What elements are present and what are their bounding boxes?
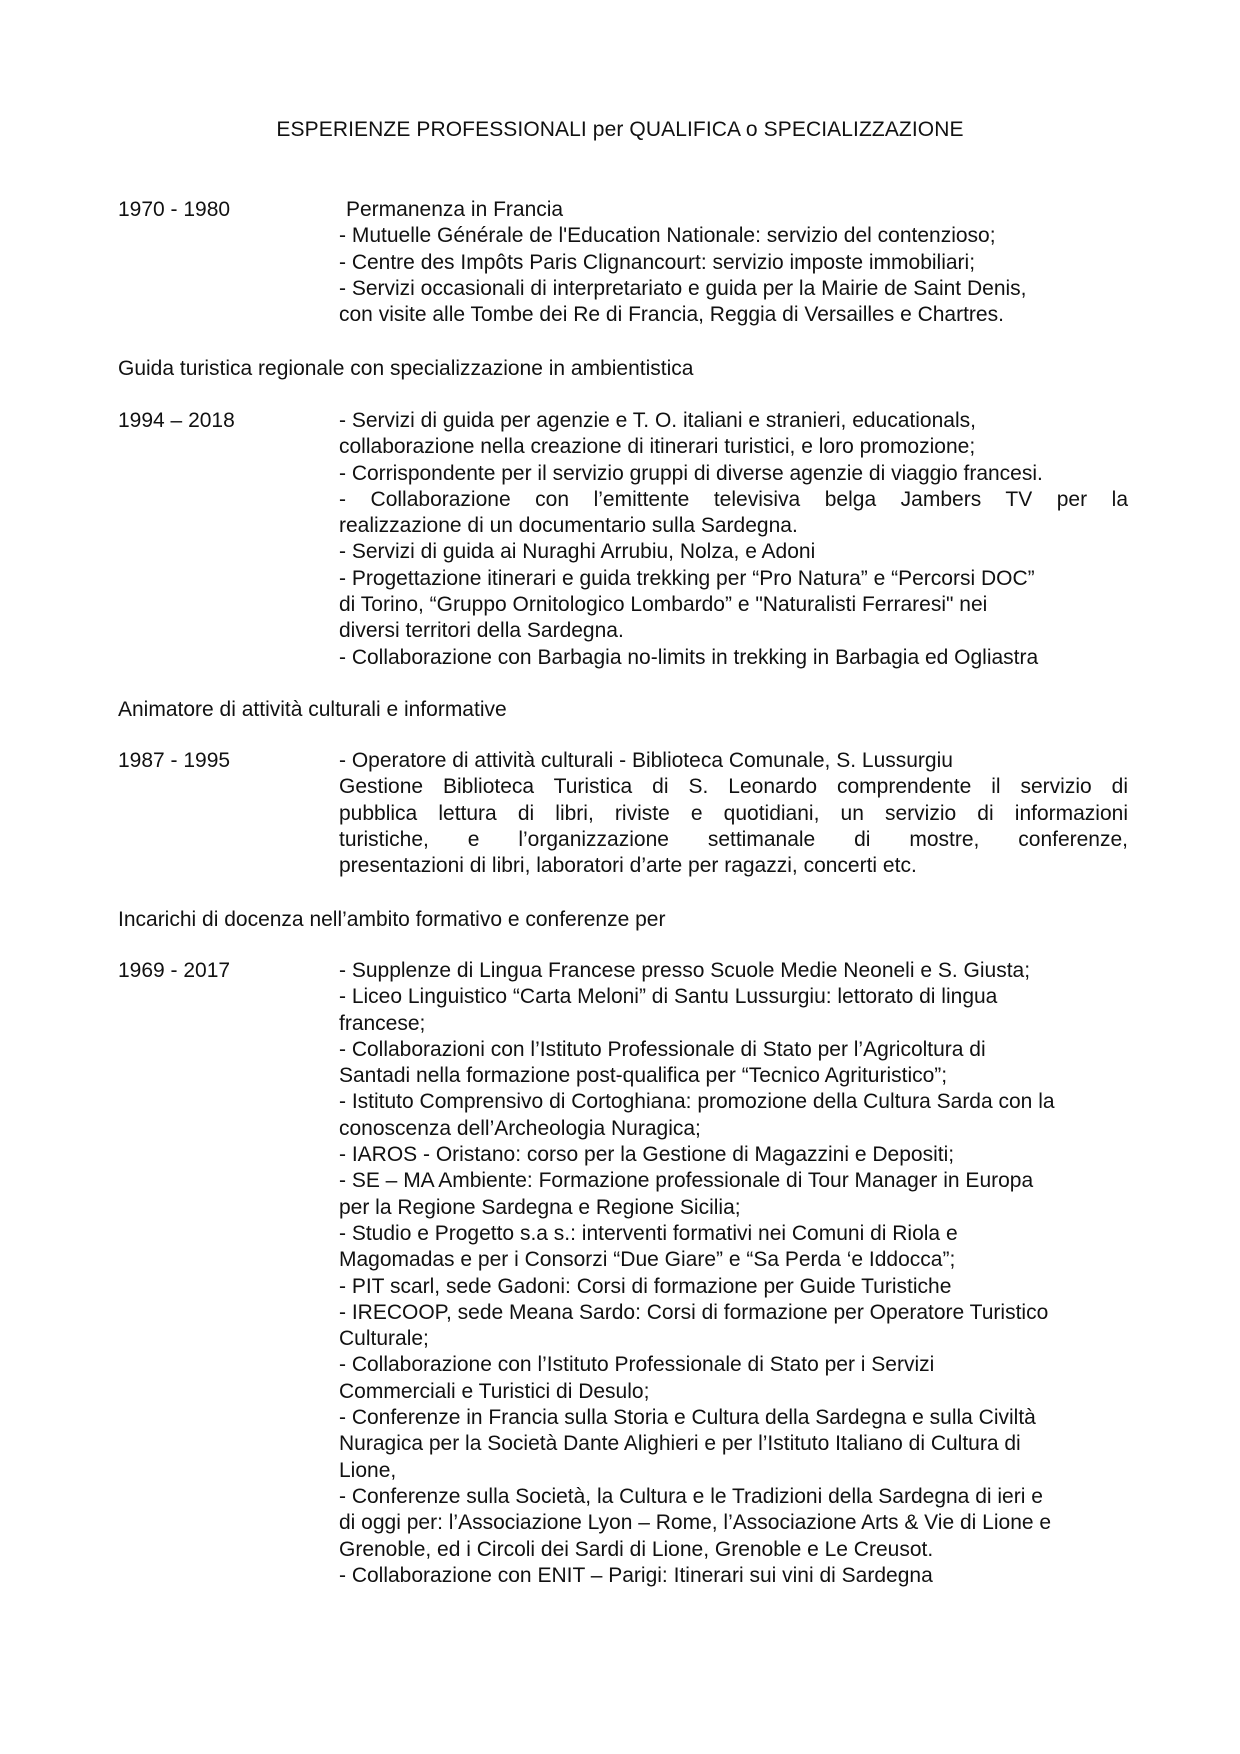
detail-line: Culturale; (339, 1327, 429, 1351)
detail-line: Santadi nella formazione post-qualifica per “Tecnico Agrituristico”; (339, 1064, 948, 1088)
entry-period: 1987 - 1995 (118, 749, 231, 772)
detail-line: pubblica lettura di libri, riviste e quotidiani, un servizio di informazioni (339, 801, 1128, 825)
detail-line: - SE – MA Ambiente: Formazione professionale di Tour Manager in Europa (339, 1169, 1034, 1193)
detail-line: - Conferenze sulla Società, la Cultura e le Tradizioni della Sardegna di ieri e (339, 1484, 1043, 1508)
entry-details (339, 408, 1128, 671)
detail-line: - Mutuelle Générale de l'Education Nationale: servizio del contenzioso; (339, 224, 996, 248)
detail-line: - Operatore di attività culturali - Biblioteca Comunale, S. Lussurgiu (339, 749, 953, 772)
detail-line: - IRECOOP, sede Meana Sardo: Corsi di formazione per Operatore Turistico (339, 1300, 1049, 1324)
detail-line: Lione, (339, 1458, 397, 1482)
entry-period: 1970 - 1980 (118, 198, 231, 221)
detail-line: - Collaborazione con Barbagia no-limits in trekking in Barbagia ed Ogliastra (339, 645, 1039, 669)
detail-line: per la Regione Sardegna e Regione Sicilia; (339, 1195, 741, 1219)
detail-line: - Servizi occasionali di interpretariato e guida per la Mairie de Saint Denis, (339, 276, 1027, 300)
detail-line: - Collaborazioni con l’Istituto Professionale di Stato per l’Agricoltura di (339, 1037, 986, 1061)
detail-line: con visite alle Tombe dei Re di Francia, Reggia di Versailles e Chartres. (339, 303, 1004, 327)
detail-line: - Corrispondente per il servizio gruppi di diverse agenzie di viaggio francesi. (339, 461, 1043, 485)
detail-line: di Torino, “Gruppo Ornitologico Lombardo” e "Naturalisti Ferraresi" nei (339, 593, 988, 617)
detail-line: - Collaborazione con l’emittente televisiva belga Jambers TV per la (339, 487, 1128, 511)
detail-line: - Progettazione itinerari e guida trekking per “Pro Natura” e “Percorsi DOC” (339, 566, 1035, 590)
section-heading-animatore: Animatore di attività culturali e informative (118, 698, 507, 721)
detail-line: turistiche, e l’organizzazione settimanale di mostre, conferenze, (339, 827, 1128, 851)
detail-line: Commerciali e Turistici di Desulo; (339, 1379, 650, 1403)
entry-period: 1994 – 2018 (118, 409, 235, 432)
entry-details (339, 748, 1128, 879)
detail-line: Magomadas e per i Consorzi “Due Giare” e “Sa Perda ‘e Iddocca”; (339, 1248, 956, 1272)
detail-line: - Servizi di guida per agenzie e T. O. italiani e stranieri, educationals, (339, 409, 976, 432)
detail-line: - Supplenze di Lingua Francese presso Scuole Medie Neoneli e S. Giusta; (339, 959, 1031, 982)
detail-line: - Studio e Progetto s.a s.: interventi formativi nei Comuni di Riola e (339, 1221, 958, 1245)
entry-details (339, 958, 1128, 1589)
detail-line: - IAROS - Oristano: corso per la Gestione di Magazzini e Depositi; (339, 1143, 955, 1167)
detail-line: Nuragica per la Società Dante Alighieri e per l’Istituto Italiano di Cultura di (339, 1432, 1021, 1456)
detail-line: - Collaborazione con ENIT – Parigi: Itinerari sui vini di Sardegna (339, 1563, 933, 1587)
detail-line: - Centre des Impôts Paris Clignancourt: servizio imposte immobiliari; (339, 250, 976, 274)
detail-line: di oggi per: l’Associazione Lyon – Rome, l’Associazione Arts & Vie di Lione e (339, 1511, 1052, 1535)
entry-details (339, 197, 1128, 328)
detail-line: Permanenza in Francia (346, 198, 564, 221)
detail-line: presentazioni di libri, laboratori d’arte per ragazzi, concerti etc. (339, 854, 917, 878)
section-heading-incarichi-docenza: Incarichi di docenza nell’ambito formativo e conferenze per (118, 908, 666, 931)
detail-line: Gestione Biblioteca Turistica di S. Leonardo comprendente il servizio di (339, 775, 1128, 799)
document-title: ESPERIENZE PROFESSIONALI per QUALIFICA o SPECIALIZZAZIONE (276, 118, 964, 141)
detail-line: - Collaborazione con l’Istituto Professionale di Stato per i Servizi (339, 1353, 935, 1377)
entry-period: 1969 - 2017 (118, 959, 231, 982)
detail-line: diversi territori della Sardegna. (339, 619, 624, 643)
detail-line: - Servizi di guida ai Nuraghi Arrubiu, Nolza, e Adoni (339, 540, 816, 564)
detail-line: - Istituto Comprensivo di Cortoghiana: promozione della Cultura Sarda con la (339, 1090, 1055, 1114)
detail-line: collaborazione nella creazione di itinerari turistici, e loro promozione; (339, 435, 976, 459)
section-heading-guida-turistica: Guida turistica regionale con specializzazione in ambientistica (118, 357, 694, 380)
detail-line: - Conferenze in Francia sulla Storia e Cultura della Sardegna e sulla Civiltà (339, 1406, 1036, 1430)
detail-line: francese; (339, 1011, 426, 1035)
detail-line: - Liceo Linguistico “Carta Meloni” di Santu Lussurgiu: lettorato di lingua (339, 985, 998, 1009)
detail-line: - PIT scarl, sede Gadoni: Corsi di formazione per Guide Turistiche (339, 1274, 952, 1298)
detail-line: Grenoble, ed i Circoli dei Sardi di Lione, Grenoble e Le Creusot. (339, 1537, 934, 1561)
detail-line: conoscenza dell’Archeologia Nuragica; (339, 1116, 701, 1140)
detail-line: realizzazione di un documentario sulla Sardegna. (339, 514, 798, 538)
